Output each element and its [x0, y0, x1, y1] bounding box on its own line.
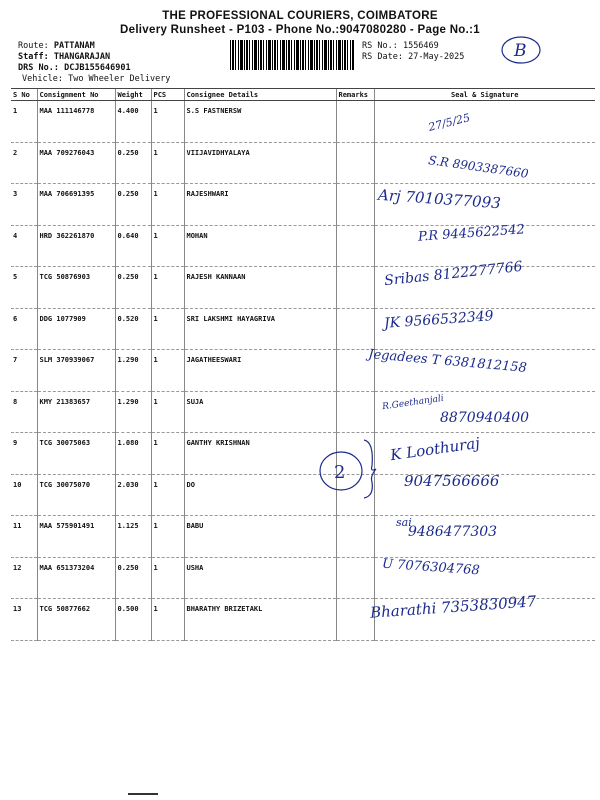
- drs-label: DRS No.:: [18, 63, 59, 73]
- scan-artifact: [128, 793, 158, 795]
- col-consignment-no: Consignment No: [37, 89, 115, 101]
- cell-weight: 1.080: [115, 433, 151, 475]
- cell-consignment-no: MAA 706691395: [37, 184, 115, 226]
- cell-weight: 1.125: [115, 516, 151, 558]
- cell-sno: 3: [11, 184, 37, 226]
- vehicle-label: Vehicle:: [22, 74, 63, 84]
- cell-remarks: [336, 225, 374, 267]
- cell-consignee: BHARATHY BRIZETAKL: [184, 599, 336, 641]
- table-row: [11, 308, 595, 350]
- cell-weight: 0.520: [115, 308, 151, 350]
- cell-sno: 8: [11, 391, 37, 433]
- rs-no-value: 1556469: [402, 41, 439, 51]
- cell-pcs: 1: [151, 433, 184, 475]
- page-mark-circle: [500, 34, 542, 66]
- cell-consignee: S.S FASTNERSW: [184, 101, 336, 143]
- signature-row-11-name: sai: [396, 516, 412, 529]
- cell-weight: 0.640: [115, 225, 151, 267]
- vehicle-value: Two Wheeler Delivery: [68, 74, 171, 84]
- table-row: [11, 474, 595, 516]
- cell-consignment-no: MAA 111146778: [37, 101, 115, 143]
- cell-remarks: [336, 267, 374, 309]
- rs-no-line: [362, 41, 439, 51]
- cell-signature: [374, 101, 595, 143]
- drs-value: DCJB155646901: [64, 63, 131, 73]
- table-header-row: [11, 89, 595, 101]
- staff-label: Staff:: [18, 52, 49, 62]
- rs-date-line: [362, 52, 464, 62]
- cell-consignment-no: MAA 709276043: [37, 142, 115, 184]
- cell-sno: 2: [11, 142, 37, 184]
- signature-row-8-name: R.Geethanjali: [381, 393, 445, 413]
- cell-weight: 0.250: [115, 184, 151, 226]
- company-title: THE PROFESSIONAL COURIERS, COIMBATORE: [162, 10, 438, 22]
- cell-weight: 0.500: [115, 599, 151, 641]
- signature-row-13: Bharathi 7353830947: [369, 592, 537, 622]
- signature-row-12: U 7076304768: [381, 556, 481, 579]
- cell-pcs: 1: [151, 142, 184, 184]
- cell-pcs: 1: [151, 599, 184, 641]
- cell-consignment-no: TCG 50876903: [37, 267, 115, 309]
- table-row: [11, 184, 595, 226]
- staff-value: THANGARAJAN: [53, 52, 111, 62]
- rs-date-label: RS Date:: [362, 52, 403, 62]
- col-weight: Weight: [115, 89, 151, 101]
- cell-pcs: 1: [151, 101, 184, 143]
- cell-consignment-no: TCG 50877662: [37, 599, 115, 641]
- cell-sno: 7: [11, 350, 37, 392]
- signature-row-7: Jegadees T 6381812158: [367, 347, 528, 376]
- cell-consignee: SUJA: [184, 391, 336, 433]
- staff-line: [18, 52, 110, 62]
- col-pcs: PCS: [151, 89, 184, 101]
- vehicle-line: [22, 74, 170, 84]
- table-row: [11, 433, 595, 475]
- signature-row-3: Arj 7010377093: [377, 185, 502, 213]
- cell-pcs: 1: [151, 308, 184, 350]
- cell-consignee: BABU: [184, 516, 336, 558]
- bracket-mark: [360, 438, 380, 500]
- table-row: [11, 516, 595, 558]
- cell-remarks: [336, 516, 374, 558]
- signature-row-4: P.R 9445622542: [417, 222, 526, 245]
- cell-sno: 10: [11, 474, 37, 516]
- cell-consignee: RAJESHWARI: [184, 184, 336, 226]
- cell-weight: 0.250: [115, 557, 151, 599]
- signature-row-5: Sribas 8122277766: [383, 258, 524, 290]
- cell-pcs: 1: [151, 391, 184, 433]
- signature-row-10: 9047566666: [404, 472, 500, 490]
- signature-row-11-phone: 9486477303: [408, 524, 498, 540]
- col-remarks: Remarks: [336, 89, 374, 101]
- cell-sno: 11: [11, 516, 37, 558]
- cell-consignee: GANTHY KRISHNAN: [184, 433, 336, 475]
- cell-weight: 1.290: [115, 391, 151, 433]
- signature-row-1: 27/5/25: [427, 111, 472, 134]
- cell-pcs: 1: [151, 267, 184, 309]
- cell-consignee: USHA: [184, 557, 336, 599]
- cell-pcs: 1: [151, 225, 184, 267]
- route-label: Route:: [18, 41, 49, 51]
- rs-no-label: RS No.:: [362, 41, 398, 51]
- cell-consignee: SRI LAKSHMI HAYAGRIVA: [184, 308, 336, 350]
- cell-consignment-no: HRD 362261870: [37, 225, 115, 267]
- cell-consignment-no: MAA 651373204: [37, 557, 115, 599]
- remarks-circle-mark: [316, 448, 366, 494]
- signature-row-8-phone: 8870940400: [440, 410, 530, 426]
- cell-weight: 0.250: [115, 267, 151, 309]
- cell-sno: 4: [11, 225, 37, 267]
- cell-weight: 0.250: [115, 142, 151, 184]
- barcode: [230, 40, 354, 70]
- cell-remarks: [336, 184, 374, 226]
- cell-sno: 12: [11, 557, 37, 599]
- cell-pcs: 1: [151, 474, 184, 516]
- cell-weight: 4.400: [115, 101, 151, 143]
- cell-pcs: 1: [151, 350, 184, 392]
- cell-remarks: [336, 101, 374, 143]
- drs-line: [18, 63, 131, 73]
- page-mark-letter: B: [514, 41, 527, 61]
- table-row: [11, 557, 595, 599]
- cell-consignee: JAGATHEESWARI: [184, 350, 336, 392]
- signature-row-9: K Loothuraj: [389, 433, 481, 465]
- cell-consignment-no: MAA 575901491: [37, 516, 115, 558]
- cell-sno: 13: [11, 599, 37, 641]
- cell-remarks: [336, 142, 374, 184]
- col-consignee: Consignee Details: [184, 89, 336, 101]
- route-line: [18, 41, 95, 51]
- cell-weight: 1.290: [115, 350, 151, 392]
- col-seal-signature: Seal & Signature: [374, 89, 595, 101]
- cell-pcs: 1: [151, 557, 184, 599]
- route-value: PATTANAM: [53, 41, 95, 51]
- cell-consignee: RAJESH KANNAAN: [184, 267, 336, 309]
- cell-consignment-no: SLM 370939067: [37, 350, 115, 392]
- signature-row-2: S.R 8903387660: [427, 153, 530, 181]
- cell-pcs: 1: [151, 516, 184, 558]
- cell-consignee: DO: [184, 474, 336, 516]
- cell-consignment-no: TCG 30075070: [37, 474, 115, 516]
- cell-sno: 5: [11, 267, 37, 309]
- cell-remarks: [336, 308, 374, 350]
- cell-consignee: MOHAN: [184, 225, 336, 267]
- rs-date-value: 27-May-2025: [408, 52, 465, 62]
- cell-pcs: 1: [151, 184, 184, 226]
- cell-consignment-no: DDG 1077909: [37, 308, 115, 350]
- cell-consignment-no: TCG 30075063: [37, 433, 115, 475]
- cell-sno: 9: [11, 433, 37, 475]
- cell-consignee: VIIJAVIDHYALAYA: [184, 142, 336, 184]
- cell-remarks: [336, 557, 374, 599]
- cell-consignment-no: KMY 21383657: [37, 391, 115, 433]
- cell-remarks: [336, 599, 374, 641]
- col-sno: S No: [11, 89, 37, 101]
- cell-sno: 1: [11, 101, 37, 143]
- table-row: [11, 101, 595, 143]
- cell-sno: 6: [11, 308, 37, 350]
- cell-remarks: [336, 391, 374, 433]
- cell-weight: 2.030: [115, 474, 151, 516]
- signature-row-6: JK 9566532349: [383, 308, 495, 332]
- remarks-circle-number: 2: [334, 462, 346, 483]
- runsheet-subtitle: Delivery Runsheet - P103 - Phone No.:9047080280 - Page No.:1: [120, 24, 480, 36]
